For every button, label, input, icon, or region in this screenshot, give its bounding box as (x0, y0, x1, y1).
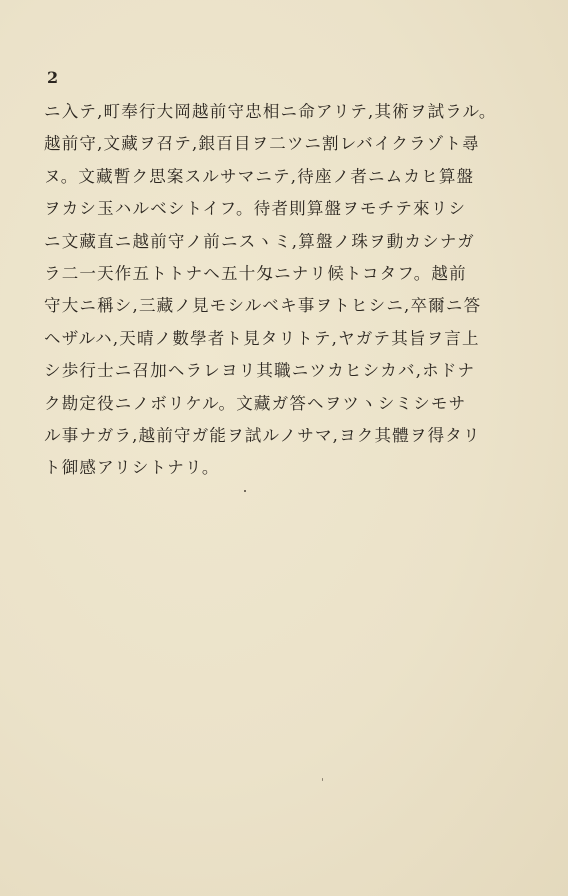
text-line: ヌ。文藏暫ク思案スルサマニテ,待座ノ者ニムカヒ算盤 (44, 166, 475, 186)
paper-speck (244, 490, 246, 492)
text-line: ラ二一天作五トトナヘ五十匁ニナリ候トコタフ。越前 (44, 263, 467, 283)
body-text (44, 96, 534, 485)
text-line: ニ入テ,町奉行大岡越前守忠相ニ命アリテ,其術ヲ試ラル。 (44, 102, 497, 121)
text-line: ヲカシ玉ハルベシトイフ。待者則算盤ヲモチテ來リシ (44, 199, 467, 219)
text-line: ニ文藏直ニ越前守ノ前ニスヽミ,算盤ノ珠ヲ動カシナガ (44, 231, 475, 251)
text-line: シ歩行士ニ召加ヘラレヨリ其職ニツカヒシカバ,ホドナ (44, 361, 476, 381)
text-line: ル事ナガラ,越前守ガ能ヲ試ルノサマ,ヨク其體ヲ得タリ (44, 425, 481, 445)
text-line: ク勘定役ニノボリケル。文藏ガ答ヘヲツヽシミシモサ (44, 393, 467, 413)
text-line: 越前守,文藏ヲ召テ,銀百目ヲ二ツニ割レバイクラゾト尋 (44, 134, 480, 154)
paper-speck (322, 778, 323, 781)
text-line: ヘザルハ,天晴ノ數學者ト見タリトテ,ヤガテ其旨ヲ言上 (44, 328, 480, 348)
text-line: 守大ニ稱シ,三藏ノ見モシルベキ事ヲトヒシニ,卒爾ニ答 (44, 296, 482, 316)
text-line: ト御感アリシトナリ。 (44, 458, 220, 478)
page-number: 2 (47, 68, 59, 87)
